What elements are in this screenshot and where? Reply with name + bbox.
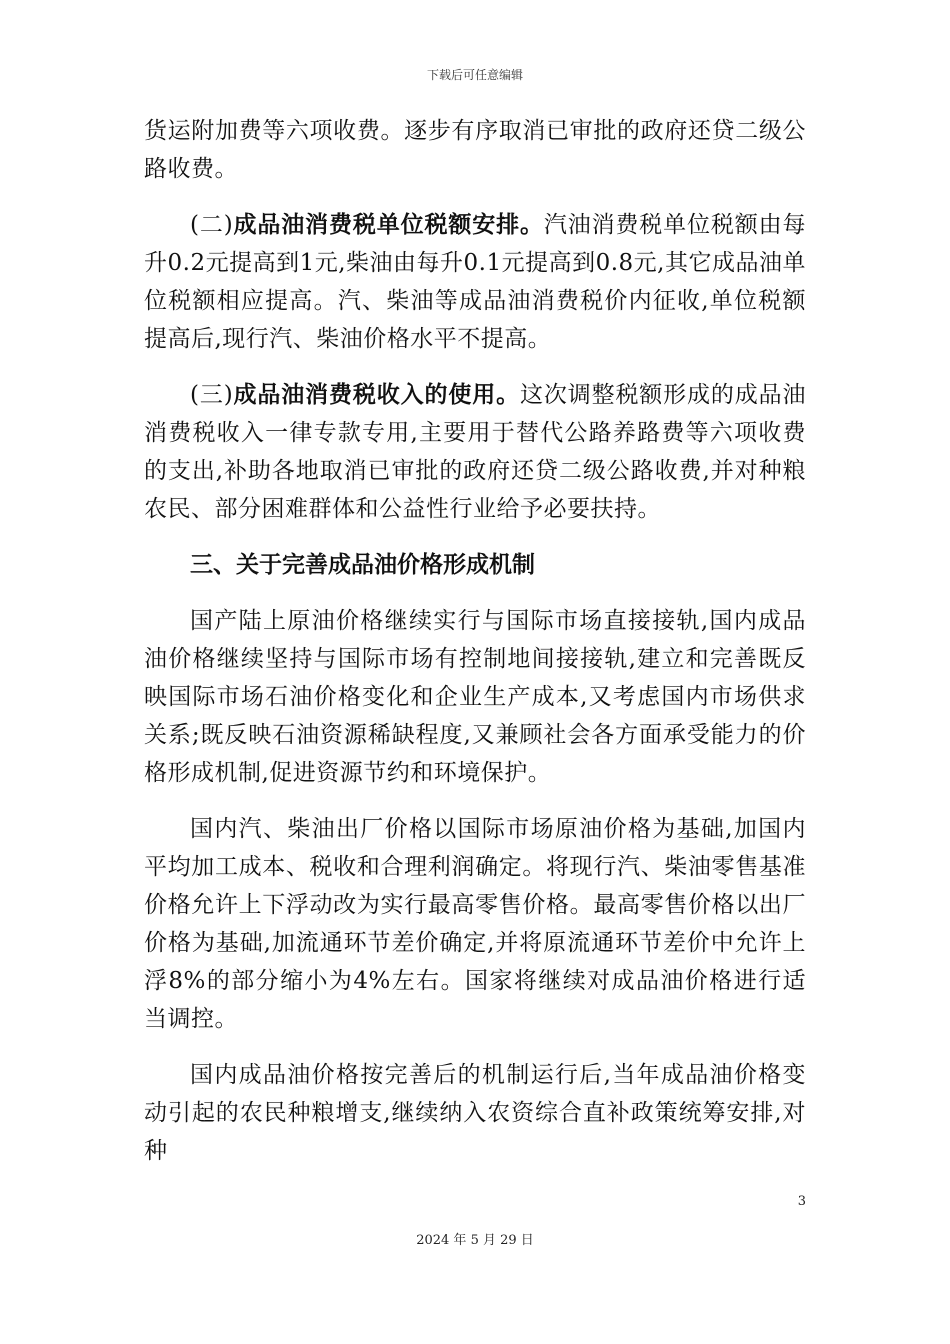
section-3-title: 成品油消费税收入的使用。 bbox=[233, 382, 520, 408]
paragraph-5: 国内汽、柴油出厂价格以国际市场原油价格为基础,加国内平均加工成本、税收和合理利润确定。将现行汽、柴油零售基准价格允许上下浮动改为实行最高零售价格。最高零售价格以出厂价格为基础,加流通环节差价确定,并将原流通环节差价中允许上浮8%的部分缩小为4%左右。国家将继续对成品油价格进行适当调控。 bbox=[144, 816, 806, 1032]
paragraph-6: 国内成品油价格按完善后的机制运行后,当年成品油价格变动引起的农民种粮增支,继续纳入农资综合直补政策统筹安排,对种 bbox=[144, 1062, 806, 1164]
page-number: 3 bbox=[797, 1194, 806, 1209]
section-2-text: 汽油消费税单位税额由每升0.2元提高到1元,柴油由每升0.1元提高到0.8元,其它成品油单位税额相应提高。汽、柴油等成品油消费税价内征收,单位税额提高后,现行汽、柴油价格水平不提高。 bbox=[144, 212, 806, 352]
section-3-text: 这次调整税额形成的成品油消费税收入一律专款专用,主要用于替代公路养路费等六项收费的支出,补助各地取消已审批的政府还贷二级公路收费,并对种粮农民、部分困难群体和公益性行业给予必要扶持。 bbox=[144, 382, 807, 522]
document-body bbox=[144, 112, 806, 1170]
page-footer-date: 2024 年 5 月 29 日 bbox=[416, 1233, 534, 1248]
paragraph-1: 货运附加费等六项收费。逐步有序取消已审批的政府还贷二级公路收费。 bbox=[144, 118, 806, 182]
section-2-number: (二) bbox=[190, 212, 234, 238]
page-header: 下载后可任意编辑 bbox=[426, 68, 523, 82]
paragraph-4: 国产陆上原油价格继续实行与国际市场直接接轨,国内成品油价格继续坚持与国际市场有控制地间接接轨,建立和完善既反映国际市场石油价格变化和企业生产成本,又考虑国内市场供求关系;既反映石油资源稀缺程度,又兼顾社会各方面承受能力的价格形成机制,促进资源节约和环境保护。 bbox=[144, 608, 806, 786]
section-3-number: (三) bbox=[190, 382, 234, 408]
section-heading-3: 三、关于完善成品油价格形成机制 bbox=[190, 552, 535, 578]
paragraph-2 bbox=[144, 206, 806, 358]
section-2-title: 成品油消费税单位税额安排。 bbox=[233, 212, 544, 238]
paragraph-3 bbox=[144, 376, 806, 528]
